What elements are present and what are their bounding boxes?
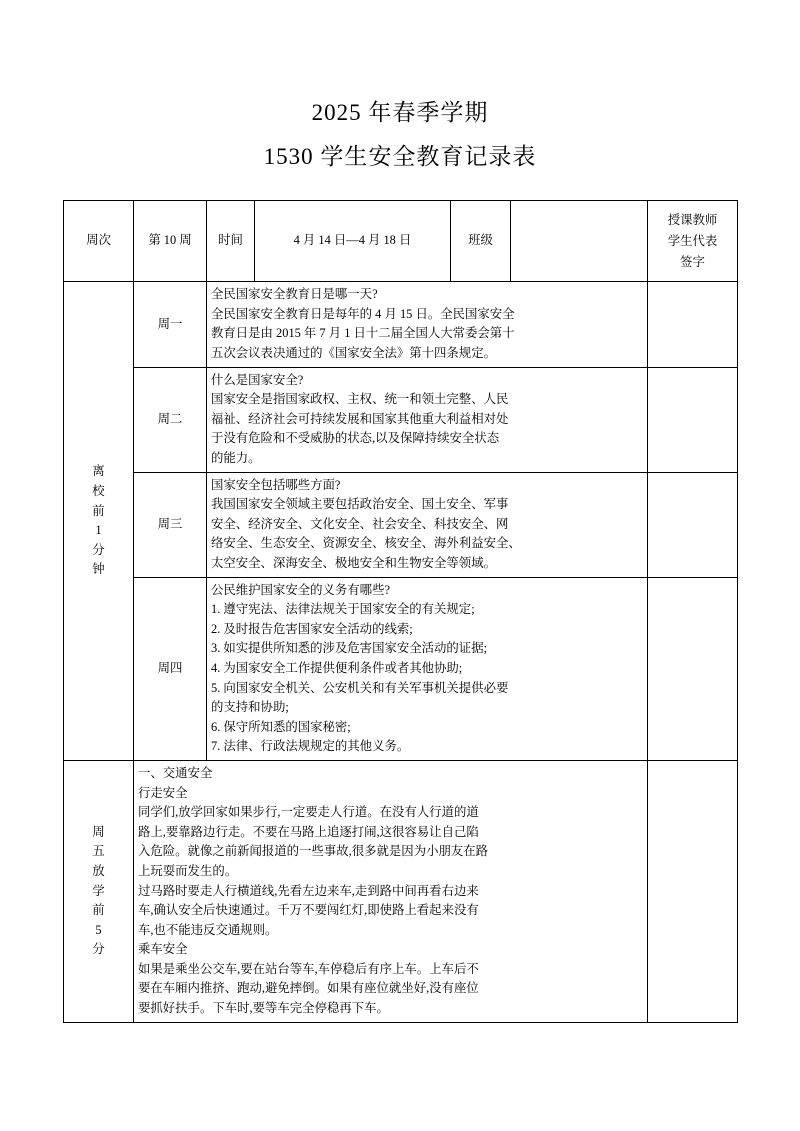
day-cell-thursday: 周四 xyxy=(134,577,207,760)
content-line: 福祉、经济社会可持续发展和国家其他重大利益相对处 xyxy=(211,411,509,426)
vlabel-char: 钟 xyxy=(92,562,105,577)
vlabel-char: 校 xyxy=(92,483,105,498)
signature-label-line-3: 签字 xyxy=(680,254,705,269)
signature-label-line-2: 学生代表 xyxy=(667,233,718,248)
vlabel-char: 放 xyxy=(92,863,105,878)
signature-cell[interactable] xyxy=(648,282,738,367)
day-cell-monday: 周一 xyxy=(134,282,207,367)
content-line: 同学们,放学回家如果步行,一定要走人行道。在没有人行道的道 xyxy=(138,805,479,820)
content-cell-thursday xyxy=(207,577,648,760)
signature-cell[interactable] xyxy=(648,367,738,472)
table-row xyxy=(64,472,738,577)
content-line: 的能力。 xyxy=(211,451,261,466)
content-line: 上玩耍而发生的。 xyxy=(138,863,238,878)
vlabel-char: 1 xyxy=(95,523,102,538)
content-line: 教育日是由 2015 年 7 月 1 日十二届全国人大常委会第十 xyxy=(211,326,515,341)
section-label-before-leaving-school xyxy=(64,282,134,761)
content-line: 车,确认安全后快速通过。千万不要闯红灯,即使路上看起来没有 xyxy=(138,903,479,918)
content-line: 行走安全 xyxy=(138,785,188,800)
signature-label-line-1: 授课教师 xyxy=(667,212,718,227)
vlabel-char: 五 xyxy=(92,844,105,859)
content-line: 1. 遵守宪法、法律法规关于国家安全的有关规定; xyxy=(211,602,475,617)
content-line: 要抓好扶手。下车时,要等车完全停稳再下车。 xyxy=(138,1001,389,1016)
content-line: 4. 为国家安全工作提供便利条件或者其他协助; xyxy=(211,660,463,675)
vlabel-char: 周 xyxy=(92,824,105,839)
safety-education-record-table xyxy=(63,200,738,1022)
content-question: 国家安全包括哪些方面? xyxy=(211,477,341,492)
content-line: 于没有危险和不受威胁的状态,以及保障持续安全状态 xyxy=(211,431,500,446)
vlabel-char: 学 xyxy=(92,883,105,898)
content-line: 车,也不能违反交通规则。 xyxy=(138,922,278,937)
table-row xyxy=(64,577,738,760)
content-line: 一、交通安全 xyxy=(138,765,213,780)
content-question: 全民国家安全教育日是哪一天? xyxy=(211,287,378,302)
table-row xyxy=(64,282,738,367)
table-row xyxy=(64,760,738,1022)
title-line-2: 1530 学生安全教育记录表 xyxy=(263,143,537,169)
content-cell-monday xyxy=(207,282,648,367)
header-signature-label xyxy=(648,201,738,282)
header-week-label: 周次 xyxy=(64,201,134,282)
content-line: 安全、经济安全、文化安全、社会安全、科技安全、网 xyxy=(211,516,509,531)
vlabel-char: 5 xyxy=(95,922,102,937)
content-line: 路上,要靠路边行走。不要在马路上追逐打闹,这很容易让自己陷 xyxy=(138,824,479,839)
signature-cell[interactable] xyxy=(648,760,738,1022)
title-line-1: 2025 年春季学期 xyxy=(311,100,489,125)
vlabel-char: 前 xyxy=(92,903,105,918)
content-cell-friday xyxy=(134,760,648,1022)
content-line: 如果是乘坐公交车,要在站台等车,车停稳后有序上车。上车后不 xyxy=(138,961,479,976)
content-line: 3. 如实提供所知悉的涉及危害国家安全活动的证据; xyxy=(211,641,488,656)
content-cell-tuesday xyxy=(207,367,648,472)
vlabel-char: 离 xyxy=(92,464,105,479)
content-line: 2. 及时报告危害国家安全活动的线索; xyxy=(211,621,413,636)
header-week-value: 第 10 周 xyxy=(134,201,207,282)
vlabel-char: 分 xyxy=(92,542,105,557)
content-line: 五次会议表决通过的《国家安全法》第十四条规定。 xyxy=(211,346,496,361)
content-line: 入危险。就像之前新闻报道的一些事故,很多就是因为小朋友在路 xyxy=(138,844,489,859)
day-cell-tuesday: 周二 xyxy=(134,367,207,472)
vlabel-char: 分 xyxy=(92,942,105,957)
table-row xyxy=(64,367,738,472)
content-line: 络安全、生态安全、资源安全、核安全、海外利益安全、 xyxy=(211,536,521,551)
content-line: 要在车厢内推挤、跑动,避免摔倒。如果有座位就坐好,没有座位 xyxy=(138,981,479,996)
content-line: 全民国家安全教育日是每年的 4 月 15 日。全民国家安全 xyxy=(211,306,515,321)
content-line: 乘车安全 xyxy=(138,942,188,957)
header-time-value: 4 月 14 日—4 月 18 日 xyxy=(255,201,451,282)
content-line: 7. 法律、行政法规规定的其他义务。 xyxy=(211,739,410,754)
content-line: 国家安全是指国家政权、主权、统一和领土完整、人民 xyxy=(211,392,509,407)
signature-cell[interactable] xyxy=(648,577,738,760)
content-line: 6. 保守所知悉的国家秘密; xyxy=(211,719,351,734)
content-line: 的支持和协助; xyxy=(211,700,289,715)
vlabel-char: 前 xyxy=(92,503,105,518)
content-cell-wednesday xyxy=(207,472,648,577)
content-line: 过马路时要走人行横道线,先看左边来车,走到路中间再看右边来 xyxy=(138,883,479,898)
page-title xyxy=(63,95,737,174)
header-time-label: 时间 xyxy=(207,201,255,282)
content-question: 公民维护国家安全的义务有哪些? xyxy=(211,582,390,597)
content-line: 太空安全、深海安全、极地安全和生物安全等领域。 xyxy=(211,556,496,570)
signature-cell[interactable] xyxy=(648,472,738,577)
content-question: 什么是国家安全? xyxy=(211,372,304,387)
section-label-friday-after-school xyxy=(64,760,134,1022)
table-header-row xyxy=(64,201,738,282)
day-cell-wednesday: 周三 xyxy=(134,472,207,577)
header-class-value xyxy=(511,201,648,282)
header-class-label: 班级 xyxy=(451,201,511,282)
content-line: 我国国家安全领域主要包括政治安全、国土安全、军事 xyxy=(211,497,509,512)
content-line: 5. 向国家安全机关、公安机关和有关军事机关提供必要 xyxy=(211,680,509,695)
